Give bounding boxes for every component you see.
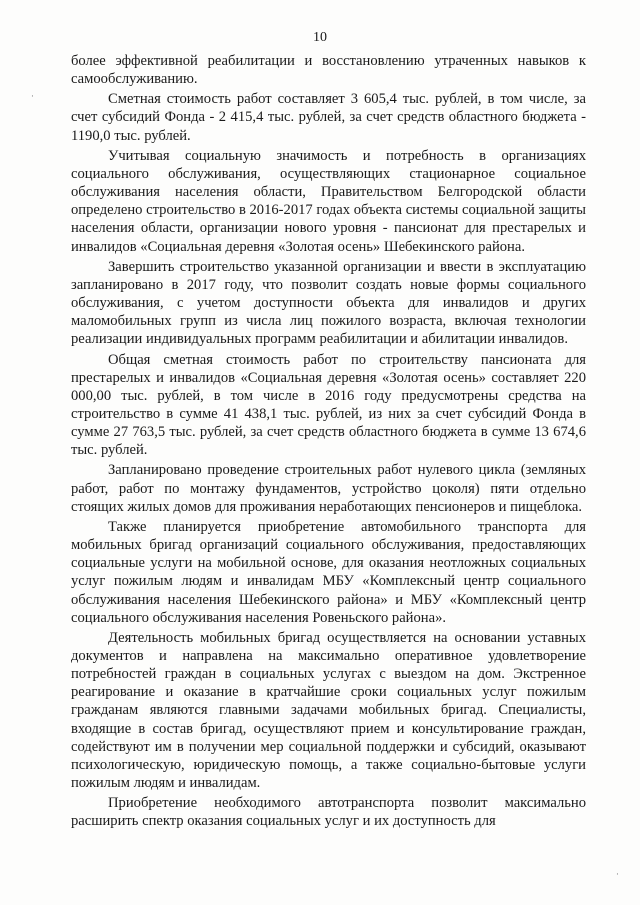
paragraph-estimated-cost: Сметная стоимость работ составляет 3 605,4 тыс. рублей, в том числе, за счет субсидий Фонда - 2 415,4 тыс. рублей, за счет средств областного бюджета - 1190,0 тыс. рублей.: [71, 91, 586, 144]
paragraph-continuation: более эффективной реабилитации и восстановлению утраченных навыков к самообслуживанию.: [71, 53, 586, 88]
scan-speck: ·: [31, 92, 34, 102]
paragraph-total-cost: Общая сметная стоимость работ по строительству пансионата для престарелых и инвалидов «Социальная деревня «Золотая осень» составляет 220 000,00 тыс. рублей, в том числе в 2016 году предусмотрены средства на строительство в сумме 41 438,1 тыс. рублей, из них за счет субсидий Фонда в сумме 27 763,5 тыс. рублей, за счет средств областного бюджета в сумме 13 674,6 тыс. рублей.: [71, 351, 586, 459]
paragraph-social-village: Учитывая социальную значимость и потребность в организациях социального обслуживания, осуществляющих стационарное социальное обслуживания населения области, Правительством Белгородской области определено строительство в 2016-2017 годах объекта системы социальной защиты населения области, организации нового уровня - пансионат для престарелых и инвалидов «Социальная деревня «Золотая осень» Шебекинского района.: [71, 147, 586, 255]
document-body: [71, 52, 586, 833]
paragraph-vehicle-purchase: Также планируется приобретение автомобильного транспорта для мобильных бригад организаций социального обслуживания, предоставляющих социальные услуги на мобильной основе, для оказания неотложных социальных услуг пожилым людям и инвалидам МБУ «Комплексный центр социального обслуживания населения Шебекинского района» и МБУ «Комплексный центр социального обслуживания населения Ровеньского района».: [71, 518, 586, 626]
paragraph-transport-benefits: Приобретение необходимого автотранспорта позволит максимально расширить спектр оказания социальных услуг и их доступность для: [71, 795, 586, 830]
paragraph-zero-cycle-works: Запланировано проведение строительных работ нулевого цикла (земляных работ, работ по монтажу фундаментов, устройство цоколя) пяти отдельно стоящих жилых домов для проживания неработающих пенсионеров и пищеблока.: [71, 462, 586, 515]
page-number: 10: [313, 30, 327, 45]
paragraph-completion-2017: Завершить строительство указанной организации и ввести в эксплуатацию запланировано в 2017 году, что позволит создать новые формы социального обслуживания, с учетом доступности объекта для инвалидов и других маломобильных групп из числа лиц пожилого возраста, включая технологии реализации индивидуальных программ реабилитации и абилитации инвалидов.: [71, 258, 586, 348]
paragraph-mobile-brigades: Деятельность мобильных бригад осуществляется на основании уставных документов и направлена на максимально оперативное удовлетворение потребностей граждан в социальных услугах с выездом на дом. Экстренное реагирование и оказание в кратчайшие сроки социальных услуг пожилым гражданам являются главными задачами мобильных бригад. Специалисты, входящие в состав бригад, осуществляют прием и консультирование граждан, содействуют им в получении мер социальной поддержки и субсидий, оказывают психологическую, юридическую помощь, а также социально-бытовые услуги пожилым людям и инвалидам.: [71, 629, 586, 792]
scan-speck: ·: [616, 870, 619, 880]
